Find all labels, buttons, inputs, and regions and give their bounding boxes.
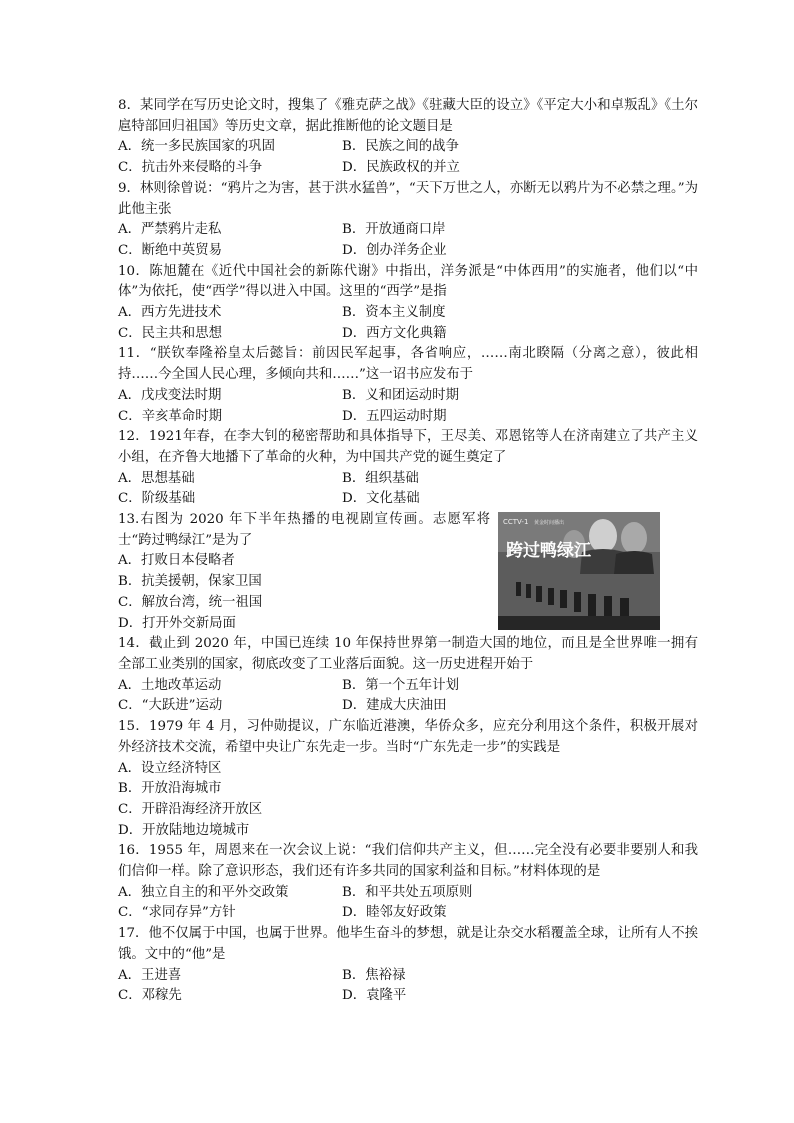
option-d[interactable]: D．文化基础 [342, 491, 420, 507]
question-stem: 10．陈旭麓在《近代中国社会的新陈代谢》中指出，洋务派是“中体西用”的实施者，他们以“中体”为依托，使“西学”得以进入中国。这里的“西学”是指 [118, 263, 698, 300]
question-stem: 12．1921年春，在李大钊的秘密帮助和具体指导下，王尽美、邓恩铭等人在济南建立了共产主义小组，在齐鲁大地播下了革命的火种，为中国共产党的诞生奠定了 [118, 429, 698, 465]
question-stem: 13.右图为 2020 年下半年热播的电视剧宣传画。志愿军将士“跨过鸭绿江”是为了 [118, 512, 490, 548]
question-13 [118, 510, 698, 634]
question-stem: 15．1979 年 4 月，习仲勋提议，广东临近港澳，华侨众多，应充分利用这个条件，积极开展对外经济技术交流，希望中央让广东先走一步。当时“广东先走一步”的实践是 [118, 719, 698, 755]
exam-page [118, 96, 698, 1007]
option-d[interactable]: D．袁隆平 [342, 988, 407, 1004]
option-c[interactable]: C．“求同存异”方针 [118, 905, 236, 921]
option-grid [118, 966, 698, 1007]
option-b[interactable]: B．抗美援朝，保家卫国 [118, 574, 262, 590]
question-13-text [118, 510, 490, 634]
option-c[interactable]: C．辛亥革命时期 [118, 408, 222, 424]
poster-illustration [498, 512, 660, 630]
question-10 [118, 262, 698, 345]
option-grid [118, 303, 698, 344]
option-a[interactable]: A．王进喜 [118, 967, 182, 983]
question-14 [118, 634, 698, 717]
option-list [118, 551, 490, 634]
option-d[interactable]: D．西方文化典籍 [342, 325, 447, 341]
portrait-center [589, 519, 617, 553]
option-grid [118, 220, 698, 261]
option-c[interactable]: C．邓稼先 [118, 988, 182, 1004]
option-c[interactable]: C．“大跃进”运动 [118, 698, 223, 714]
option-a[interactable]: A．严禁鸦片走私 [118, 222, 222, 238]
question-8 [118, 96, 698, 179]
option-b[interactable]: B．资本主义制度 [342, 305, 446, 321]
option-grid [118, 469, 698, 510]
question-11 [118, 344, 698, 427]
option-b[interactable]: B．焦裕禄 [342, 967, 406, 983]
question-stem: 17．他不仅属于中国，也属于世界。他毕生奋斗的梦想，就是让杂交水稻覆盖全球，让所有人不挨饿。文中的“他”是 [118, 926, 698, 962]
option-b[interactable]: B．开放沿海城市 [118, 781, 222, 797]
option-c[interactable]: C．民主共和思想 [118, 325, 222, 341]
option-b[interactable]: B．民族之间的战争 [342, 139, 459, 155]
option-b[interactable]: B．开放通商口岸 [342, 222, 446, 238]
portrait-right [621, 522, 647, 554]
question-15 [118, 717, 698, 841]
option-a[interactable]: A．统一多民族国家的巩固 [118, 139, 275, 155]
question-stem: 11．“朕钦奉隆裕皇太后懿旨：前因民军起事，各省响应，……南北睽隔（分离之意），彼此相持……今全国人民心理，多倾向共和……”这一诏书应发布于 [118, 346, 698, 383]
option-c[interactable]: C．阶级基础 [118, 491, 196, 507]
option-a[interactable]: A．设立经济特区 [118, 760, 222, 776]
question-12 [118, 427, 698, 510]
poster-title: 跨过鸭绿江 [506, 541, 591, 562]
question-stem: 9．林则徐曾说：“鸦片之为害，甚于洪水猛兽”，“天下万世之人，亦断无以鸦片为不必禁之理。”为此他主张 [118, 180, 698, 217]
option-b[interactable]: B．义和团运动时期 [342, 387, 459, 403]
channel-logo: CCTV-1 [503, 518, 529, 527]
option-d[interactable]: D．打开外交新局面 [118, 615, 236, 631]
option-a[interactable]: A．西方先进技术 [118, 305, 222, 321]
option-a[interactable]: A．思想基础 [118, 470, 195, 486]
option-a[interactable]: A．土地改革运动 [118, 677, 222, 693]
option-a[interactable]: A．戊戌变法时期 [118, 387, 222, 403]
option-d[interactable]: D．创办洋务企业 [342, 242, 447, 258]
option-d[interactable]: D．民族政权的并立 [342, 160, 460, 176]
option-grid [118, 883, 698, 924]
option-a[interactable]: A．打败日本侵略者 [118, 553, 235, 569]
question-stem: 16．1955 年，周恩来在一次会议上说：“我们信仰共产主义，但……完全没有必要非要别人和我们信仰一样。除了意识形态，我们还有许多共同的国家利益和目标。”材料体现的是 [118, 843, 698, 880]
question-16 [118, 841, 698, 924]
option-c[interactable]: C．断绝中英贸易 [118, 242, 222, 258]
option-grid [118, 137, 698, 178]
option-grid [118, 676, 698, 717]
channel-note: 黄金时间播出 [534, 520, 565, 527]
option-b[interactable]: B．组织基础 [342, 470, 419, 486]
option-c[interactable]: C．抗击外来侵略的斗争 [118, 160, 263, 176]
option-c[interactable]: C．解放台湾，统一祖国 [118, 594, 263, 610]
option-d[interactable]: D．建成大庆油田 [342, 698, 447, 714]
option-b[interactable]: B．和平共处五项原则 [342, 884, 473, 900]
question-9 [118, 179, 698, 262]
option-d[interactable]: D．开放陆地边境城市 [118, 822, 250, 838]
option-a[interactable]: A．独立自主的和平外交政策 [118, 884, 289, 900]
tv-drama-poster [498, 512, 660, 630]
question-stem: 8．某同学在写历史论文时，搜集了《雅克萨之战》《驻藏大臣的设立》《平定大小和卓叛乱》《土尔扈特部回归祖国》等历史文章，据此推断他的论文题目是 [118, 98, 698, 134]
option-grid [118, 386, 698, 427]
option-c[interactable]: C．开辟沿海经济开放区 [118, 801, 263, 817]
option-list [118, 759, 698, 842]
option-b[interactable]: B．第一个五年计划 [342, 677, 459, 693]
option-d[interactable]: D．五四运动时期 [342, 408, 447, 424]
question-stem: 14．截止到 2020 年，中国已连续 10 年保持世界第一制造大国的地位，而且是全世界唯一拥有全部工业类别的国家，彻底改变了工业落后面貌。这一历史进程开始于 [118, 636, 698, 672]
option-d[interactable]: D．睦邻友好政策 [342, 905, 447, 921]
question-17 [118, 924, 698, 1007]
